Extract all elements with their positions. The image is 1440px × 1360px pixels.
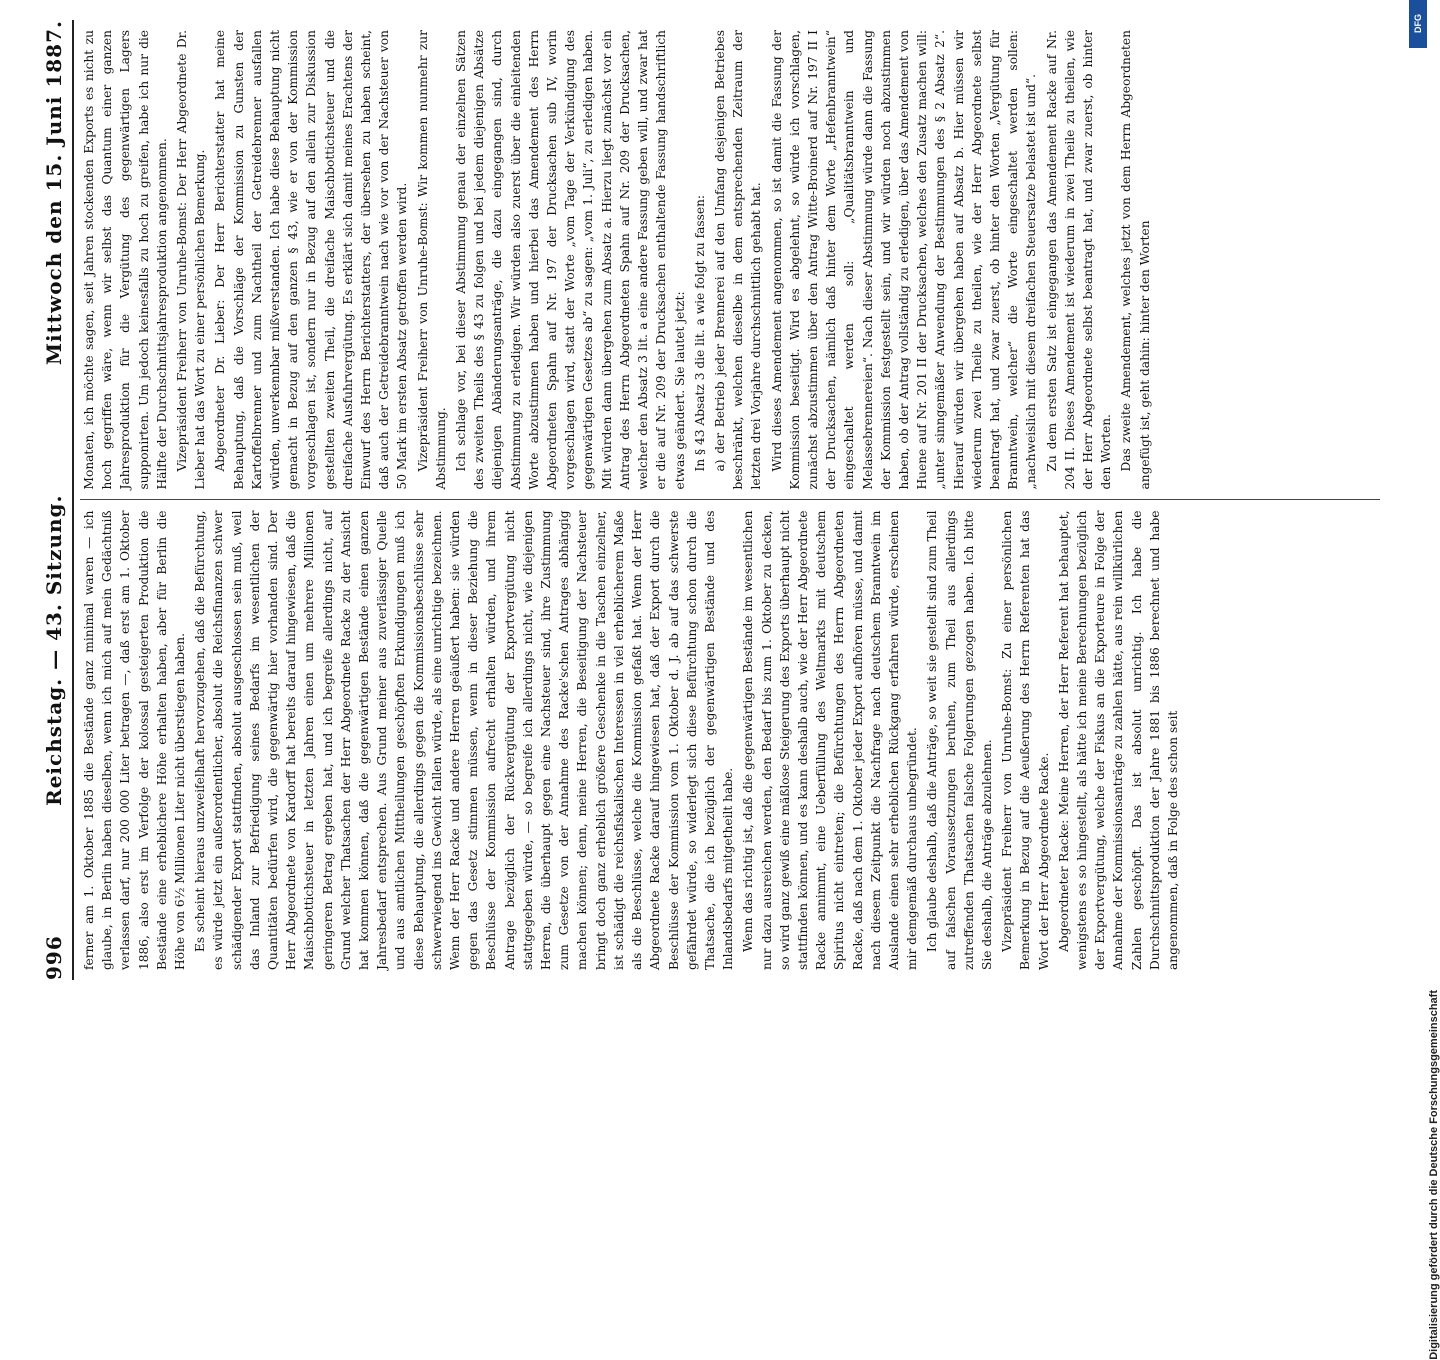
document-page xyxy=(36,20,1396,980)
paragraph: Zu dem ersten Satz ist eingegangen das Amendement Racke auf Nr. 204 II. Dieses Amendement ist wiederum in zwei Theile zu theilen, wie der Herr Abgeordnete selbst beantragt hat, und zwar zuerst, ob hinter den Worten. xyxy=(1044,30,1114,490)
right-column xyxy=(80,20,1380,501)
paragraph: In § 43 Absatz 3 die lit. a wie folgt zu fassen: xyxy=(692,194,707,472)
paragraph: Ich glaube deshalb, daß die Anträge, so weit sie gestellt sind zum Theil auf falschen Voraussetzungen beruhen, zum Theil aus allerdings zutreffenden Thatsachen falsche Folgerungen gezogen haben. Ich bitte Sie deshalb, die Anträge abzulehnen. xyxy=(925,510,994,970)
paragraph: Vizepräsident Freiherr von Unruhe-Bomst: Der Herr Abgeordnete Dr. Lieber hat das Wort zu einer persönlichen Bemerkung. xyxy=(175,30,208,490)
paragraph: Es scheint hieraus unzweifelhaft hervorzugehen, daß die Befürchtung, es würde jetzt ein außerordentlicher, absolut die Reichsfinanzen schwer schädigender Export stattfinden, absolut ausgeschlossen sein muß, weil das Inland zur Befriedigung seines Bedarfs im wesentlichen der Quantitäten bedürfen wird, die gegenwärtig hier vorhanden sind. Der Herr Abgeordnete von Kardorff hat bereits darauf hingewiesen, daß die Maischbottichsteuer in letzten Jahren einen um mehrere Millionen geringeren Betrag ergeben hat, und ich begreife allerdings nicht, auf Grund welcher Thatsachen der Herr Abgeordnete Racke zu der Ansicht hat kommen können, daß die gegenwärtigen Bestände einen ganzen Jahresbedarf entsprechen. Aus Grund meiner aus zuverlässiger Quelle und aus amtlichen Mittheilungen geschöpften Erkundigungen muß ich diese Behauptung, die allerdings gegen die Kommissionsbeschlüsse sehr schwerwiegend ins Gewicht fallen würde, als eine unrichtige bezeichnen. Wenn der Herr Racke und andere Herren geäußert haben: sie würden gegen das Gesetz stimmen müssen, wenn in dieser Beziehung die Beschlüsse der Kommission aufrecht erhalten würden, und ihrem Antrage bezüglich der Rückvergütung der Exportvergütung nicht stattgegeben würde, — so begreife ich allerdings nicht, wie diejenigen Herren, die überhaupt gegen eine Nachsteuer sind, ihre Zustimmung zum Gesetze von der Annahme des Racke'schen Antrages abhängig machen können; denn, meine Herren, die Beseitigung der Nachsteuer bringt doch ganz erheblich größere Geschenke in die Taschen einzelner, ist schädigt die reichsfiskalischen Interessen in viel erheblicherem Maße als die Beschlüsse, welche die Kommission gefaßt hat. Wenn der Herr Abgeordnete Racke darauf hingewiesen hat, daß der Export durch die Beschlüsse der Kommission vom 1. Oktober d. J. ab auf das schwerste gefährdet würde, so widerlegt sich diese Befürchtung schon durch die Thatsache, die ich bezüglich der gegenwärtigen Bestände und des Inlandsbedarfs mitgetheilt habe. xyxy=(193,510,736,970)
paragraph: Vizepräsident Freiherr von Unruhe-Bomst: Wir kommen nunmehr zur Abstimmung. xyxy=(415,30,448,490)
paragraph: Abgeordneter Dr. Lieber: Der Herr Berichterstatter hat meine Behauptung, daß die Vorschläge der Kommission zu Gunsten der Kartoffelbrenner und zum Nachtheil der Getreidebrenner ausfallen würden, unverkennbar mißverstanden. Ich habe diese Behauptung nicht gemacht in Bezug auf den ganzen § 43, wie er von der Kommission vorgeschlagen ist, sondern nur in Bezug auf den allein zur Diskussion gestellten zweiten Theil, die dreifache Maischbottichsteuer und die dreifache Ausfuhrvergütung. Es erklärt sich damit meines Erachtens der Einwurf des Herrn Berichterstatters, der übersehen zu haben scheint, daß auch der Getreidebranntwein nach wie vor von der Nachsteuer von 50 Mark im ersten Absatz getroffen werden wird. xyxy=(213,30,410,490)
paragraph: a) der Betrieb jeder Brennerei auf den Umfang desjenigen Betriebes beschränkt, welchen dieselbe in dem entsprechenden Zeitraum der letzten drei Vorjahre durchschnittlich gehabt hat. xyxy=(712,30,764,490)
dfg-logo: DFG xyxy=(1409,0,1427,48)
paragraph: Ich schlage vor, bei dieser Abstimmung genau der einzelnen Sätzen des zweiten Theils des § 43 zu folgen und bei jedem diejenigen Absätze diejenigen Abänderungsanträge, die dazu eingegangen sind, durch Abstimmung zu erledigen. Wir würden also zuerst über die einleitenden Worte abzustimmen haben und hierbei das Amendement des Herrn Abgeordneten Spahn auf Nr. 197 der Drucksachen sub IV, worin vorgeschlagen wird, statt der Worte „vom Tage der Verkündigung des gegenwärtigen Gesetzes ab“ zu sagen: „vom 1. Juli“, zu erledigen haben. Mit würden dann übergehen zum Absatz a. Hierzu liegt zunächst vor ein Antrag des Herrn Abgeordneten Spahn auf Nr. 209 der Drucksachen, welcher den Absatz 3 lit. a eine andere Fassung geben will, und zwar hat er die auf Nr. 209 der Drucksachen enthaltende Fassung handschriftlich etwas geändert. Sie lautet jetzt: xyxy=(454,30,687,490)
paragraph: Das zweite Amendement, welches jetzt von dem Herrn Abgeordneten angefügt ist, geht dahin: hinter den Worten xyxy=(1119,30,1152,490)
paragraph: Vizepräsident Freiherr von Unruhe-Bomst: Zu einer persönlichen Bemerkung in Bezug auf die Aeußerung des Herrn Referenten hat das Wort der Herr Abgeordnete Racke. xyxy=(1000,510,1051,970)
issue-date: Mittwoch den 15. Juni 1887. xyxy=(42,20,66,366)
page-header xyxy=(36,20,74,980)
text-columns xyxy=(80,20,1380,980)
paragraph: Wird dieses Amendement angenommen, so ist damit die Fassung der Kommission beseitigt. Wird es abgelehnt, so würde ich vorschlagen, zunächst abzustimmen über den Antrag Witte-Broinerd auf Nr. 197 II I der Drucksachen, nämlich daß hinter dem Worte „Hefenbranntwein“ eingeschaltet werden soll: „Qualitätsbranntwein und Melassebrennereien“. Nach dieser Abstimmung würde dann die Fassung der Kommission festgestellt sein, und wir würden noch abzustimmen haben, ob der Antrag vollständig zu erledigen, über das Amendement von Huene auf Nr. 201 II der Drucksachen, welches den Zusatz machen will: „unter sinngemäßer Anwendung der Bestimmungen des § 2 Absatz 2“. Hierauf würden wir übergehen haben auf Absatz b. Hier müssen wir wiederum zwei Theile zu theilen, wie der Herr Abgeordnete selbst beantragt hat, und zwar zuerst, ob hinter den Worten „Vergütung für Branntwein, welcher“ die Worte eingeschaltet werden sollen: „nachweislich mit diesem dreifachen Steuersatze belastet ist und“. xyxy=(769,30,1039,490)
left-column xyxy=(80,501,1380,981)
running-title: Reichstag. — 43. Sitzung. xyxy=(42,494,66,806)
paragraph: Monaten, ich möchte sagen, seit Jahren stockenden Exports es nicht zu hoch gegriffen wäre, wenn wir selbst das Quantum einer ganzen Jahresproduktion für die Vergütung des gegenwärtigen Lagers supponirten. Um jedoch keinesfalls zu hoch zu greifen, habe ich nur die Hälfte der Durchschnittsjahresproduktion angenommen. xyxy=(82,30,169,490)
paragraph: Abgeordneter Racke: Meine Herren, der Herr Referent hat behauptet, wenigstens es so hingestellt, als hätte ich meine Berechnungen bezüglich der Exportvergütung, welche der Fiskus an die Exporteure in Folge der Annahme der Kommissionsanträge zu zahlen hätte, aus rein willkürlichen Zahlen geschöpft. Das ist absolut unrichtig. Ich habe die Durchschnittsproduktion der Jahre 1881 bis 1886 berechnet und habe angenommen, daß in Folge des schon seit xyxy=(1056,510,1180,970)
paragraph: Wenn das richtig ist, daß die gegenwärtigen Bestände im wesentlichen nur dazu ausreichen werden, den Bedarf bis zum 1. Oktober zu decken, so wird ganz gewiß eine mäßlose Steigerung des Exports überhaupt nicht stattfinden können, und es kann deshalb auch, wie der Herr Abgeordnete Racke annimmt, eine Ueberfüllung des Weltmarkts mit deutschem Spiritus nicht eintreten; die Befürchtungen des Herrn Abgeordneten Racke, daß nach dem 1. Oktober jeder Export aufhören müsse, und damit nach diesem Zeitpunkt die Nachfrage nach deutschem Branntwein im Auslande einen sehr erheblichen Rückgang erfahren würde, erscheinen mir demgemäß durchaus unbegründet. xyxy=(741,510,920,970)
digitization-note xyxy=(1404,0,1440,1360)
page-number: 996 xyxy=(42,935,66,980)
paragraph: ferner am 1. Oktober 1885 die Bestände ganz minimal waren — ich glaube, in Berlin haben dieselben, wenn ich mich auf mein Gedächtniß verlassen darf, nur 200 000 Liter betragen —, daß erst am 1. Oktober 1886, also erst im Verfolge der kolossal gesteigerten Produktion die Bestände eine erheblichere Höhe erhalten haben, aber für Berlin die Höhe von 6½ Millionen Liter nicht überstiegen haben. xyxy=(82,510,188,970)
digitization-note-text: Digitalisierung gefördert durch die Deutsche Forschungsgemeinschaft xyxy=(1428,990,1440,1360)
